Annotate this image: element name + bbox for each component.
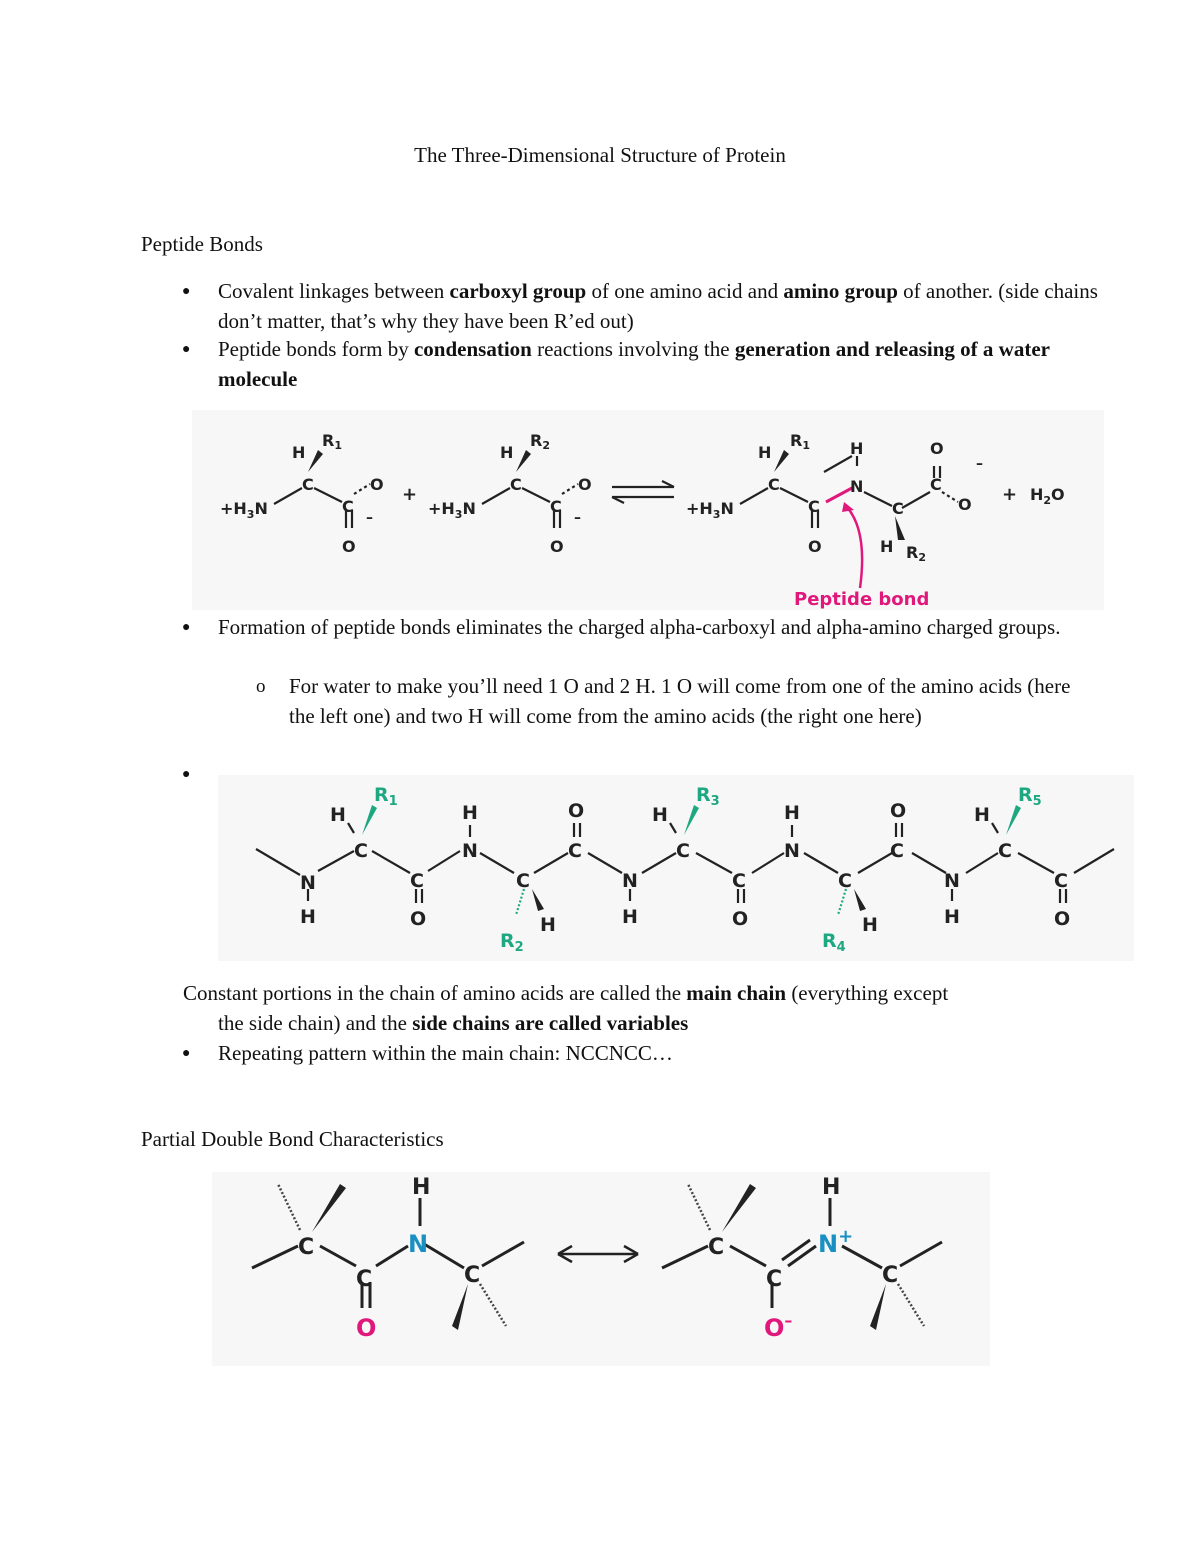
chain-o1: O xyxy=(410,908,427,930)
chain-n5: N xyxy=(944,870,960,892)
aa2-alpha-c-label: C xyxy=(510,475,522,494)
res-left-o: O xyxy=(356,1314,377,1342)
dp-o1-label: O xyxy=(808,537,822,556)
aa1-r1-label: R1 xyxy=(322,431,342,452)
plus-sign-1: + xyxy=(402,484,418,505)
water-label: $H_2O$ xyxy=(1030,485,1065,507)
bullet-repeating-pattern: ● Repeating pattern within the main chain: NCCNCC… xyxy=(218,1039,1098,1069)
res-left-c3: C xyxy=(464,1263,481,1288)
chain-ca3: C xyxy=(676,840,690,862)
aa1-o1-label: O xyxy=(370,475,384,494)
chain-h-n3: H xyxy=(622,906,638,928)
chain-ca2: C xyxy=(516,870,530,892)
aa1-carboxyl-c-label: C xyxy=(342,497,354,516)
chain-n1: N xyxy=(300,872,316,894)
chain-o2: O xyxy=(568,800,585,822)
chain-h-n1: H xyxy=(300,906,316,928)
res-left-c1: C xyxy=(298,1235,315,1260)
res-right-c3: C xyxy=(882,1263,899,1288)
chain-c5: C xyxy=(1054,870,1068,892)
dp-c2-label: C xyxy=(808,497,820,516)
chain-h-n4: H xyxy=(784,802,800,824)
chain-n4: N xyxy=(784,840,800,862)
chain-o5: O xyxy=(1054,908,1071,930)
chain-h-n5: H xyxy=(944,906,960,928)
chain-c4: C xyxy=(890,840,904,862)
res-right-c1: C xyxy=(708,1235,725,1260)
polypeptide-chain-figure xyxy=(218,775,1134,961)
dp-o3-label: O xyxy=(958,495,972,514)
aa1-h-label: H xyxy=(292,443,306,462)
dp-h2-label: H xyxy=(850,439,864,458)
chain-n3: N xyxy=(622,870,638,892)
chain-o3: O xyxy=(732,908,749,930)
chain-c3: C xyxy=(732,870,746,892)
chain-ca5: C xyxy=(998,840,1012,862)
chain-h-ca3: H xyxy=(652,804,668,826)
aa2-h-label: H xyxy=(500,443,514,462)
bullet-covalent-linkages: ● Covalent linkages between carboxyl group of one amino acid and amino group of another. (side chains don’t matter, that’s why they have been R’ed out) xyxy=(218,277,1098,336)
res-right-o-minus: O– xyxy=(764,1311,793,1342)
dp-c4-label: C xyxy=(930,475,942,494)
dp-r1-label: R1 xyxy=(790,431,810,452)
chain-r2: $R_2$ xyxy=(500,930,524,955)
res-left-c2: C xyxy=(356,1267,373,1292)
dp-o2-label: O xyxy=(930,439,944,458)
bullet-formation-eliminates: ● Formation of peptide bonds eliminates the charged alpha-carboxyl and alpha-amino charged groups. xyxy=(218,613,1098,643)
res-left-n: N xyxy=(408,1230,429,1258)
aa1-o2-label: O xyxy=(342,537,356,556)
chain-r3: $R_3$ xyxy=(696,784,720,809)
aa2-o1-label: O xyxy=(578,475,592,494)
chain-h-ca5: H xyxy=(974,804,990,826)
chain-r4: $R_4$ xyxy=(822,930,846,955)
bullet-condensation: ● Peptide bonds form by condensation reactions involving the generation and releasing of a water molecule xyxy=(218,335,1098,394)
chain-n2: N xyxy=(462,840,478,862)
sub-bullet-water: o For water to make you’ll need 1 O and 2 H. 1 O will come from one of the amino acids (here the left one) and two H will come from the amino acids (the right one here) xyxy=(289,672,1089,731)
aa1-alpha-c-label: C xyxy=(302,475,314,494)
aa2-r2-label: R2 xyxy=(530,431,550,452)
peptide-bond-label: Peptide bond xyxy=(794,589,930,610)
section-heading-partial-double-bond: Partial Double Bond Characteristics xyxy=(141,1127,444,1151)
chain-h-n2: H xyxy=(462,802,478,824)
chain-h-ca1: H xyxy=(330,804,346,826)
chain-h-ca2: H xyxy=(540,914,556,936)
peptide-bond-formation-figure xyxy=(192,410,1104,610)
aa1-minus-label: – xyxy=(366,510,373,526)
dp-minus-label: – xyxy=(976,456,983,472)
chain-ca1: C xyxy=(354,840,368,862)
dp-h3-label: H xyxy=(880,537,894,556)
chain-c1: C xyxy=(410,870,424,892)
page-title: The Three-Dimensional Structure of Protein xyxy=(414,143,786,167)
chain-ca4: C xyxy=(838,870,852,892)
aa1-h3n-label: $+H_3N$ xyxy=(220,499,268,521)
paragraph-main-chain: Constant portions in the chain of amino acids are called the main chain (everything except the side chain) and the side chains are called variables xyxy=(183,981,949,1035)
resonance-structures-figure xyxy=(212,1172,990,1366)
res-right-n-plus: N+ xyxy=(818,1226,854,1258)
res-right-h: H xyxy=(822,1175,841,1200)
aa2-h3n-label: $+H_3N$ xyxy=(428,499,476,521)
res-right-c2: C xyxy=(766,1267,783,1292)
chain-r5: $R_5$ xyxy=(1018,784,1042,809)
chain-o4: O xyxy=(890,800,907,822)
chain-r1: $R_1$ xyxy=(374,784,398,809)
aa2-o2-label: O xyxy=(550,537,564,556)
section-heading-peptide-bonds: Peptide Bonds xyxy=(141,232,263,256)
dp-r2-label: R2 xyxy=(906,543,926,564)
dp-h1-label: H xyxy=(758,443,772,462)
dp-n-label: N xyxy=(850,477,864,496)
dp-h3n-label: $+H_3N$ xyxy=(686,499,734,521)
chain-h-ca4: H xyxy=(862,914,878,936)
dp-c3-label: C xyxy=(892,499,904,518)
plus-sign-2: + xyxy=(1002,484,1018,505)
aa2-carboxyl-c-label: C xyxy=(550,497,562,516)
aa2-minus-label: – xyxy=(574,510,581,526)
res-left-h: H xyxy=(412,1175,431,1200)
chain-c2: C xyxy=(568,840,582,862)
dp-c1-label: C xyxy=(768,475,780,494)
